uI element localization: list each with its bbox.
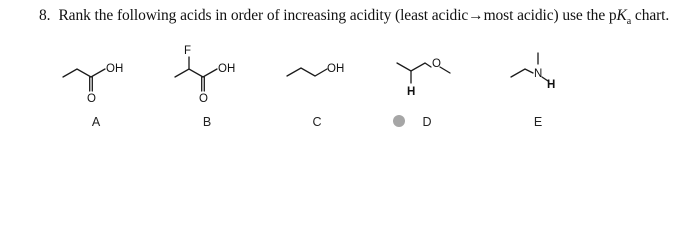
compound-a-structure (63, 63, 123, 105)
compound-b-structure (175, 45, 235, 105)
compound-d-hydrogen: H (407, 86, 416, 98)
compound-c-hydroxyl: OH (327, 63, 345, 75)
compound-a-carbonyl-oxygen: O (87, 93, 96, 105)
compound-b-fluorine: F (184, 45, 192, 57)
compound-b-carbonyl-oxygen: O (199, 93, 208, 105)
compound-e-structure (511, 53, 555, 91)
compound-d-label: D (422, 115, 432, 129)
compound-e-hydrogen: H (547, 79, 556, 91)
compound-b-hydroxyl: OH (218, 63, 236, 75)
compound-b-label: B (202, 115, 212, 129)
pka-subscript: a (626, 16, 632, 28)
compound-c-structure (287, 63, 344, 76)
question-text: Rank the following acids in order of increasing acidity (least acidic→most acidic) use the p (58, 7, 617, 24)
compound-a-hydroxyl: OH (106, 63, 124, 75)
question-number: 8. (39, 7, 51, 24)
pka-k: K (616, 7, 627, 24)
grey-dot-marker[interactable] (393, 115, 405, 127)
compound-e-label: E (533, 115, 543, 129)
compound-d-ether-oxygen: O (432, 58, 441, 70)
compound-a-label: A (91, 115, 101, 129)
compound-d-structure (397, 58, 450, 98)
compound-e-nitrogen: N (534, 68, 543, 80)
compound-c-label: C (312, 115, 322, 129)
question-text-end: chart. (631, 7, 670, 24)
